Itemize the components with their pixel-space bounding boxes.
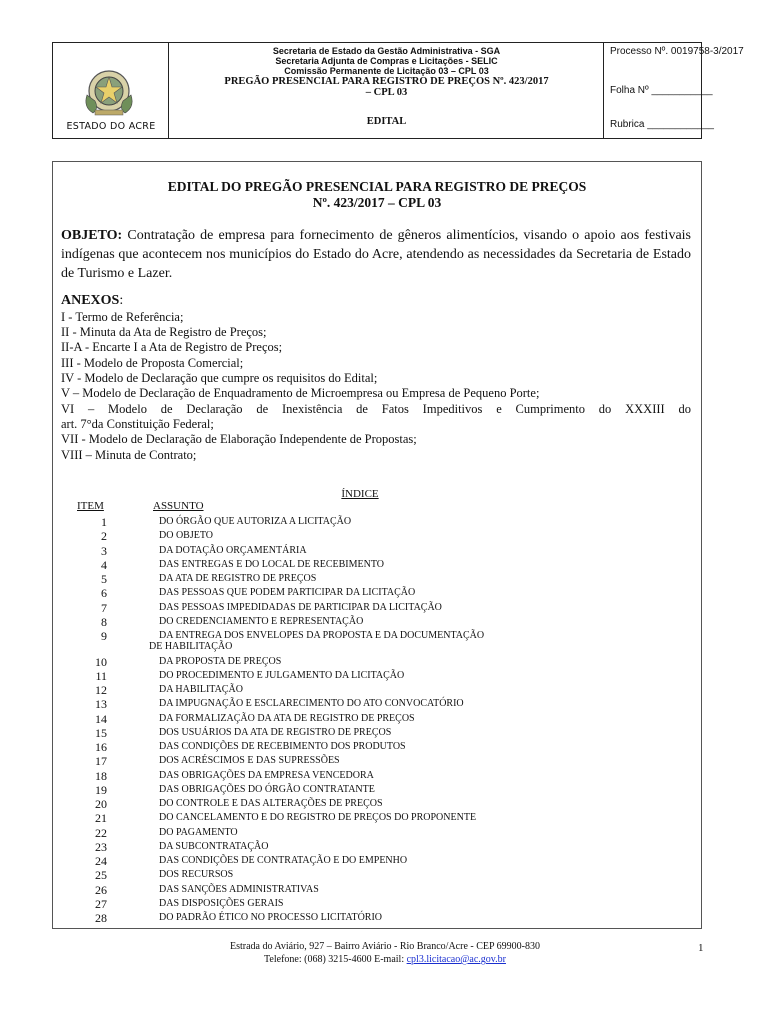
- indice-item-number: 16: [95, 740, 107, 754]
- objeto-paragraph: [61, 226, 691, 283]
- indice-item-number: 28: [95, 911, 107, 925]
- anexo-item: VII - Modelo de Declaração de Elaboração Independente de Propostas;: [61, 432, 417, 446]
- anexo-item: III - Modelo de Proposta Comercial;: [61, 356, 244, 370]
- indice-item-subject: DAS DISPOSIÇÕES GERAIS: [159, 897, 284, 909]
- indice-item-subject: DO CREDENCIAMENTO E REPRESENTAÇÃO: [159, 615, 364, 627]
- indice-item-number: 9: [101, 629, 107, 643]
- indice-item-subject: DAS SANÇÕES ADMINISTRATIVAS: [159, 883, 319, 895]
- indice-item-subject: DO PROCEDIMENTO E JULGAMENTO DA LICITAÇÃO: [159, 669, 405, 681]
- indice-item-number: 10: [95, 654, 107, 669]
- indice-item-subject: DAS CONDIÇÕES DE CONTRATAÇÃO E DO EMPENHO: [159, 855, 408, 866]
- indice-item-number: 15: [95, 725, 107, 740]
- indice-item-number: 13: [95, 697, 107, 712]
- anexos-label: ANEXOS: [61, 293, 120, 308]
- objeto-text: Contratação de empresa para fornecimento de gêneros alimentícios, visando o apoio aos festivais indígenas que acontecem nos municípios do Estado do Acre, atendendo as necessidades da Secretaria de Estado de Turismo e Lazer.: [61, 228, 692, 281]
- indice-item-number: 21: [95, 811, 107, 826]
- anexo-item: art. 7°da Constituição Federal;: [61, 417, 214, 431]
- anexos-colon: :: [119, 293, 124, 308]
- indice-item-number: 1: [101, 515, 107, 529]
- indice-item-subject: DOS ACRÉSCIMOS E DAS SUPRESSÕES: [159, 755, 340, 767]
- indice-item-number: 11: [95, 668, 107, 683]
- anexo-item: V – Modelo de Declaração de Enquadramento de Microempresa ou Empresa de Pequeno Porte;: [61, 386, 540, 400]
- page-number: 1: [698, 942, 704, 954]
- secretaria-line: Secretaria de Estado da Gestão Administrativa - SGA: [272, 46, 501, 56]
- indice-item-subject: DO CANCELAMENTO E DO REGISTRO DE PREÇOS DO PROPONENTE: [159, 812, 477, 824]
- indice-item-number: 18: [95, 768, 107, 783]
- indice-item-subject: DA HABILITAÇÃO: [159, 684, 243, 695]
- indice-item-subject: DAS PESSOAS QUE PODEM PARTICIPAR DA LICITAÇÃO: [159, 587, 416, 599]
- adjunta-line: Secretaria Adjunta de Compras e Licitações - SELIC: [275, 56, 498, 66]
- indice-item-subject: DA ENTREGA DOS ENVELOPES DA PROPOSTA E DA DOCUMENTAÇÃO: [159, 630, 485, 641]
- processo-number: Processo Nº. 0019758-3/2017: [610, 46, 744, 57]
- anexo-item: VIII – Minuta de Contrato;: [61, 448, 197, 462]
- pregao-line-2: – CPL 03: [365, 87, 408, 98]
- indice-item-subject: DAS CONDIÇÕES DE RECEBIMENTO DOS PRODUTOS: [159, 741, 406, 752]
- indice-item-number: 3: [101, 543, 107, 558]
- indice-item-number: 26: [95, 882, 107, 897]
- indice-item-subject: DO OBJETO: [159, 530, 213, 542]
- header-title-cell: [169, 43, 604, 138]
- indice-item-subject: DA SUBCONTRATAÇÃO: [159, 840, 269, 852]
- indice-assunto-header: ASSUNTO: [153, 500, 204, 512]
- edital-label: EDITAL: [366, 116, 407, 127]
- indice-item-subject-continuation: DE HABILITAÇÃO: [149, 641, 233, 653]
- indice-item-number: 19: [95, 782, 107, 797]
- indice-item-subject: DA ATA DE REGISTRO DE PREÇOS: [159, 573, 317, 584]
- indice-item-number: 27: [95, 896, 107, 911]
- indice-item-number: 7: [101, 600, 107, 615]
- logo-cell: [53, 43, 169, 138]
- indice-item-number: 23: [95, 839, 107, 854]
- comissao-line: Comissão Permanente de Licitação 03 – CPL 03: [284, 66, 489, 76]
- indice-item-subject: DAS OBRIGAÇÕES DA EMPRESA VENCEDORA: [159, 769, 374, 781]
- indice-item-subject: DAS OBRIGAÇÕES DO ÓRGÃO CONTRATANTE: [159, 783, 375, 795]
- indice-item-number: 24: [95, 854, 107, 868]
- logo-label: ESTADO DO ACRE: [66, 121, 156, 132]
- email-link[interactable]: cpl3.licitacao@ac.gov.br: [406, 954, 506, 965]
- indice-item-number: 6: [101, 586, 107, 601]
- indice-item-header: ITEM: [77, 500, 104, 512]
- edital-content-box: [52, 161, 702, 929]
- document-title-line-2: Nº. 423/2017 – CPL 03: [312, 195, 442, 210]
- anexo-item: II-A - Encarte I a Ata de Registro de Preços;: [61, 340, 283, 354]
- footer-address: Estrada do Aviário, 927 – Bairro Aviário - Rio Branco/Acre - CEP 69900-830: [229, 941, 541, 952]
- acre-coat-of-arms-icon: [81, 65, 137, 129]
- rubrica-field: Rubrica ____________: [610, 119, 714, 130]
- indice-item-subject: DO CONTROLE E DAS ALTERAÇÕES DE PREÇOS: [159, 798, 383, 809]
- pregao-line-1: PREGÃO PRESENCIAL PARA REGISTRO DE PREÇOS Nº. 423/2017: [224, 76, 549, 87]
- anexo-item: VI – Modelo de Declaração de Inexistência de Fatos Impeditivos e Cumprimento do XXXIII do: [61, 402, 691, 416]
- anexo-item: IV - Modelo de Declaração que cumpre os requisitos do Edital;: [61, 371, 378, 385]
- indice-item-subject: DA IMPUGNAÇÃO E ESCLARECIMENTO DO ATO CONVOCATÓRIO: [159, 698, 464, 710]
- indice-item-subject: DOS USUÁRIOS DA ATA DE REGISTRO DE PREÇOS: [159, 726, 392, 738]
- indice-item-subject: DO PADRÃO ÉTICO NO PROCESSO LICITATÓRIO: [159, 912, 383, 923]
- indice-title: ÍNDICE: [341, 488, 379, 500]
- anexo-item: I - Termo de Referência;: [61, 310, 184, 324]
- indice-item-subject: DAS ENTREGAS E DO LOCAL DE RECEBIMENTO: [159, 558, 384, 570]
- indice-item-number: 20: [95, 797, 107, 811]
- indice-item-number: 25: [95, 868, 107, 883]
- indice-item-number: 14: [95, 711, 107, 726]
- footer-phone: Telefone: (068) 3215-4600 E-mail:: [264, 954, 407, 965]
- anexos-heading: [61, 293, 123, 309]
- objeto-label: OBJETO:: [61, 228, 123, 243]
- indice-item-number: 2: [101, 529, 107, 544]
- indice-item-subject: DA DOTAÇÃO ORÇAMENTÁRIA: [159, 544, 307, 556]
- indice-item-number: 12: [95, 683, 107, 697]
- indice-item-number: 22: [95, 825, 107, 840]
- folha-field: Folha Nº ___________: [610, 85, 713, 96]
- indice-item-number: 8: [101, 614, 107, 629]
- indice-item-subject: DO ÓRGÃO QUE AUTORIZA A LICITAÇÃO: [159, 516, 352, 527]
- document-header: [52, 42, 744, 139]
- indice-item-number: 17: [95, 754, 107, 769]
- document-title-line-1: EDITAL DO PREGÃO PRESENCIAL PARA REGISTRO DE PREÇOS: [167, 179, 587, 194]
- indice-item-subject: DOS RECURSOS: [159, 869, 234, 881]
- indice-item-subject: DA PROPOSTA DE PREÇOS: [159, 655, 282, 667]
- indice-item-number: 5: [101, 572, 107, 586]
- indice-item-number: 4: [101, 557, 107, 572]
- indice-item-subject: DO PAGAMENTO: [159, 826, 238, 838]
- footer-contact: [0, 954, 770, 966]
- indice-item-subject: DA FORMALIZAÇÃO DA ATA DE REGISTRO DE PREÇOS: [159, 712, 415, 724]
- process-cell: [604, 43, 744, 138]
- anexo-item: II - Minuta da Ata de Registro de Preços;: [61, 325, 267, 339]
- indice-item-subject: DAS PESSOAS IMPEDIDADAS DE PARTICIPAR DA LICITAÇÃO: [159, 601, 442, 613]
